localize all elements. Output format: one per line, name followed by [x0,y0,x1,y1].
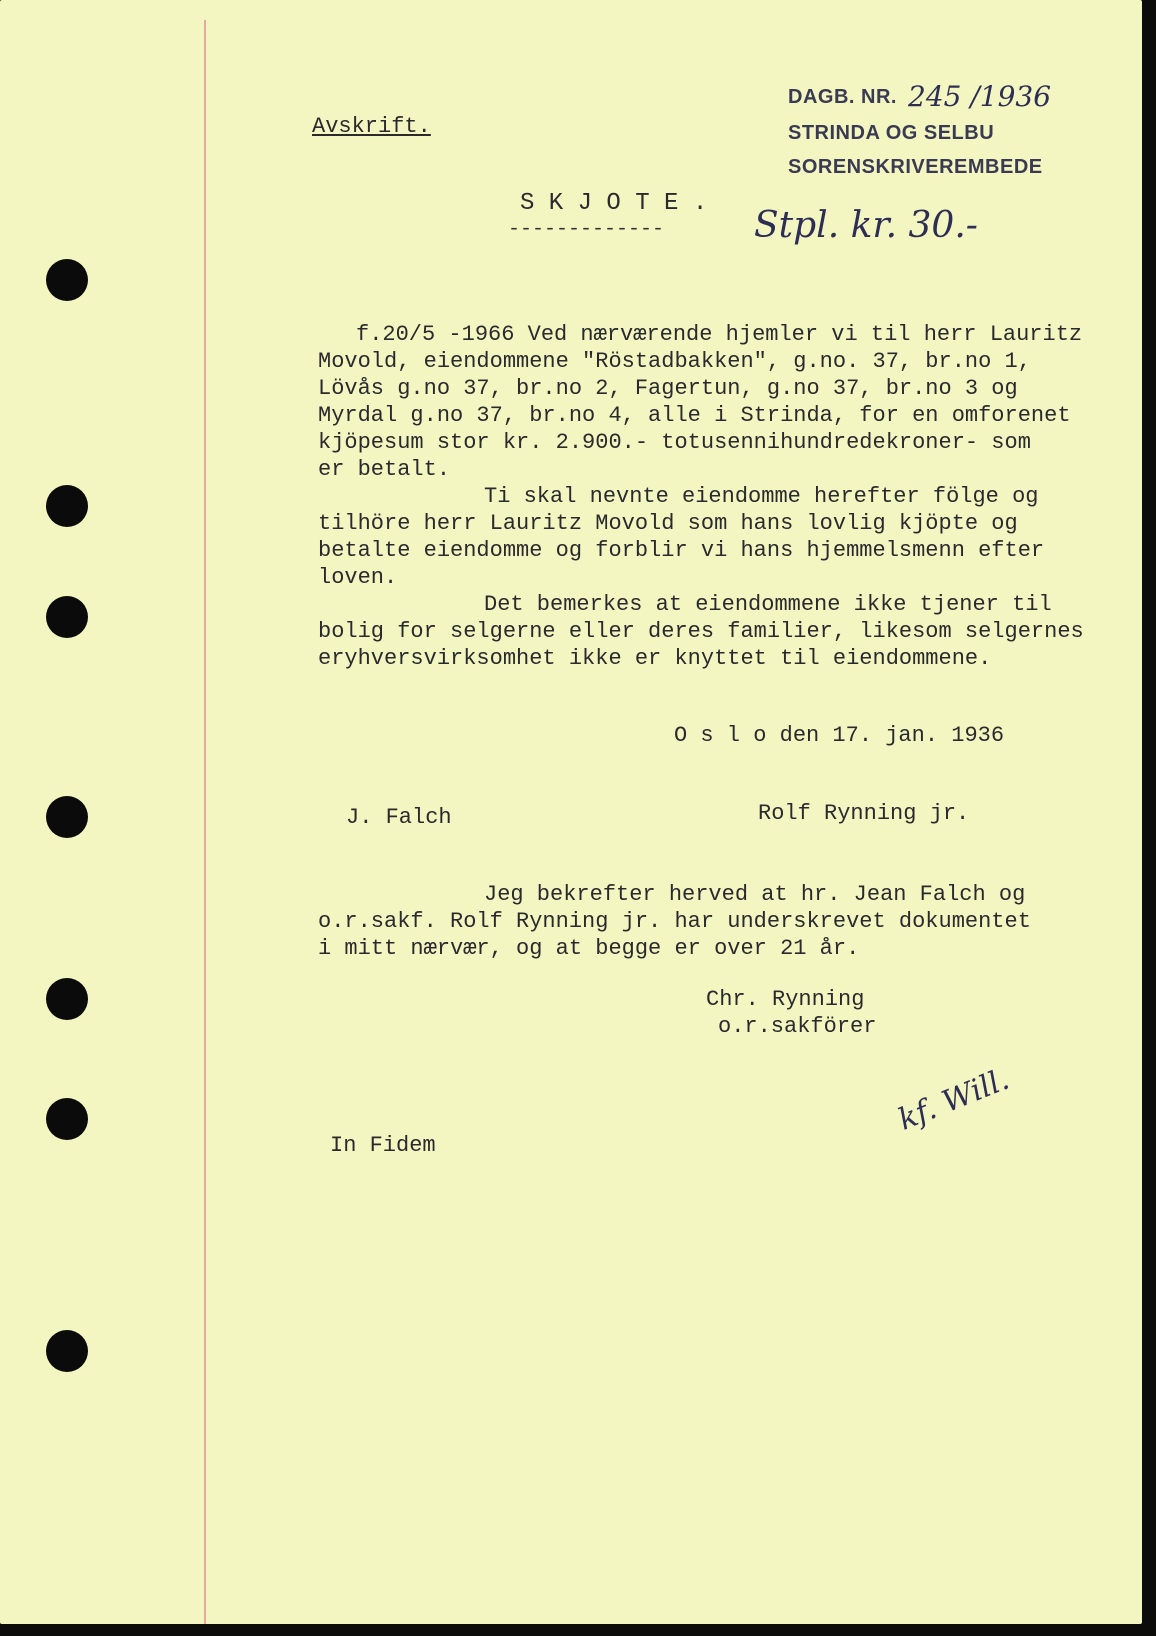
margin-line [204,20,206,1624]
punch-hole [46,796,88,838]
body-line: Jeg bekrefter herved at hr. Jean Falch og [484,882,1026,907]
title-rule: ------------- [508,218,665,241]
body-line: loven. [318,565,398,590]
body-line: eryhversvirksomhet ikke er knyttet til eiendommene. [318,646,992,671]
body-line: Myrdal g.no 37, br.no 4, alle i Strinda, for en omforenet [318,403,1071,428]
witness-name: Chr. Rynning [706,987,865,1012]
stamp-line-sorenskriver: SORENSKRIVEREMBEDE [788,156,1043,178]
avskrift-label: Avskrift. [312,114,431,139]
punch-hole [46,596,88,638]
handwritten-stamp-fee: Stpl. kr. 30.- [754,205,978,246]
body-line: Movold, eiendommene "Röstadbakken", g.no. 37, br.no 1, [318,349,1031,374]
stamp-dagb: DAGB. NR. [788,86,897,108]
punch-hole [46,1330,88,1372]
body-line: Det bemerkes at eiendommene ikke tjener til [484,592,1052,617]
body-line: Ti skal nevnte eiendomme herefter fölge og [484,484,1039,509]
witness-title: o.r.sakförer [718,1014,877,1039]
punch-hole [46,978,88,1020]
body-line: i mitt nærvær, og at begge er over 21 år. [318,936,860,961]
body-line: f.20/5 -1966 Ved nærværende hjemler vi til herr Lauritz [356,322,1083,347]
body-line: betalte eiendomme og forblir vi hans hjemmelsmenn efter [318,538,1045,563]
place-date: O s l o den 17. jan. 1936 [674,723,1005,748]
punch-hole [46,485,88,527]
stamp-number-handwritten: 245 /1936 [908,80,1052,113]
handwritten-signature: kf. Will. [893,1061,1015,1138]
in-fidem: In Fidem [330,1133,436,1158]
punch-hole [46,1098,88,1140]
punch-hole [46,259,88,301]
signer-left: J. Falch [346,805,452,830]
document-title: S K J O T E . [520,190,708,217]
body-line: o.r.sakf. Rolf Rynning jr. har underskrevet dokumentet [318,909,1031,934]
body-line: tilhöre herr Lauritz Movold som hans lovlig kjöpte og [318,511,1018,536]
stamp-line-strinda: STRINDA OG SELBU [788,122,995,144]
body-line: kjöpesum stor kr. 2.900.- totusennihundredekroner- som [318,430,1031,455]
body-line: bolig for selgerne eller deres familier, likesom selgernes [318,619,1084,644]
signer-right: Rolf Rynning jr. [758,801,970,826]
body-line: er betalt. [318,457,451,482]
body-line: Lövås g.no 37, br.no 2, Fagertun, g.no 37, br.no 3 og [318,376,1018,401]
